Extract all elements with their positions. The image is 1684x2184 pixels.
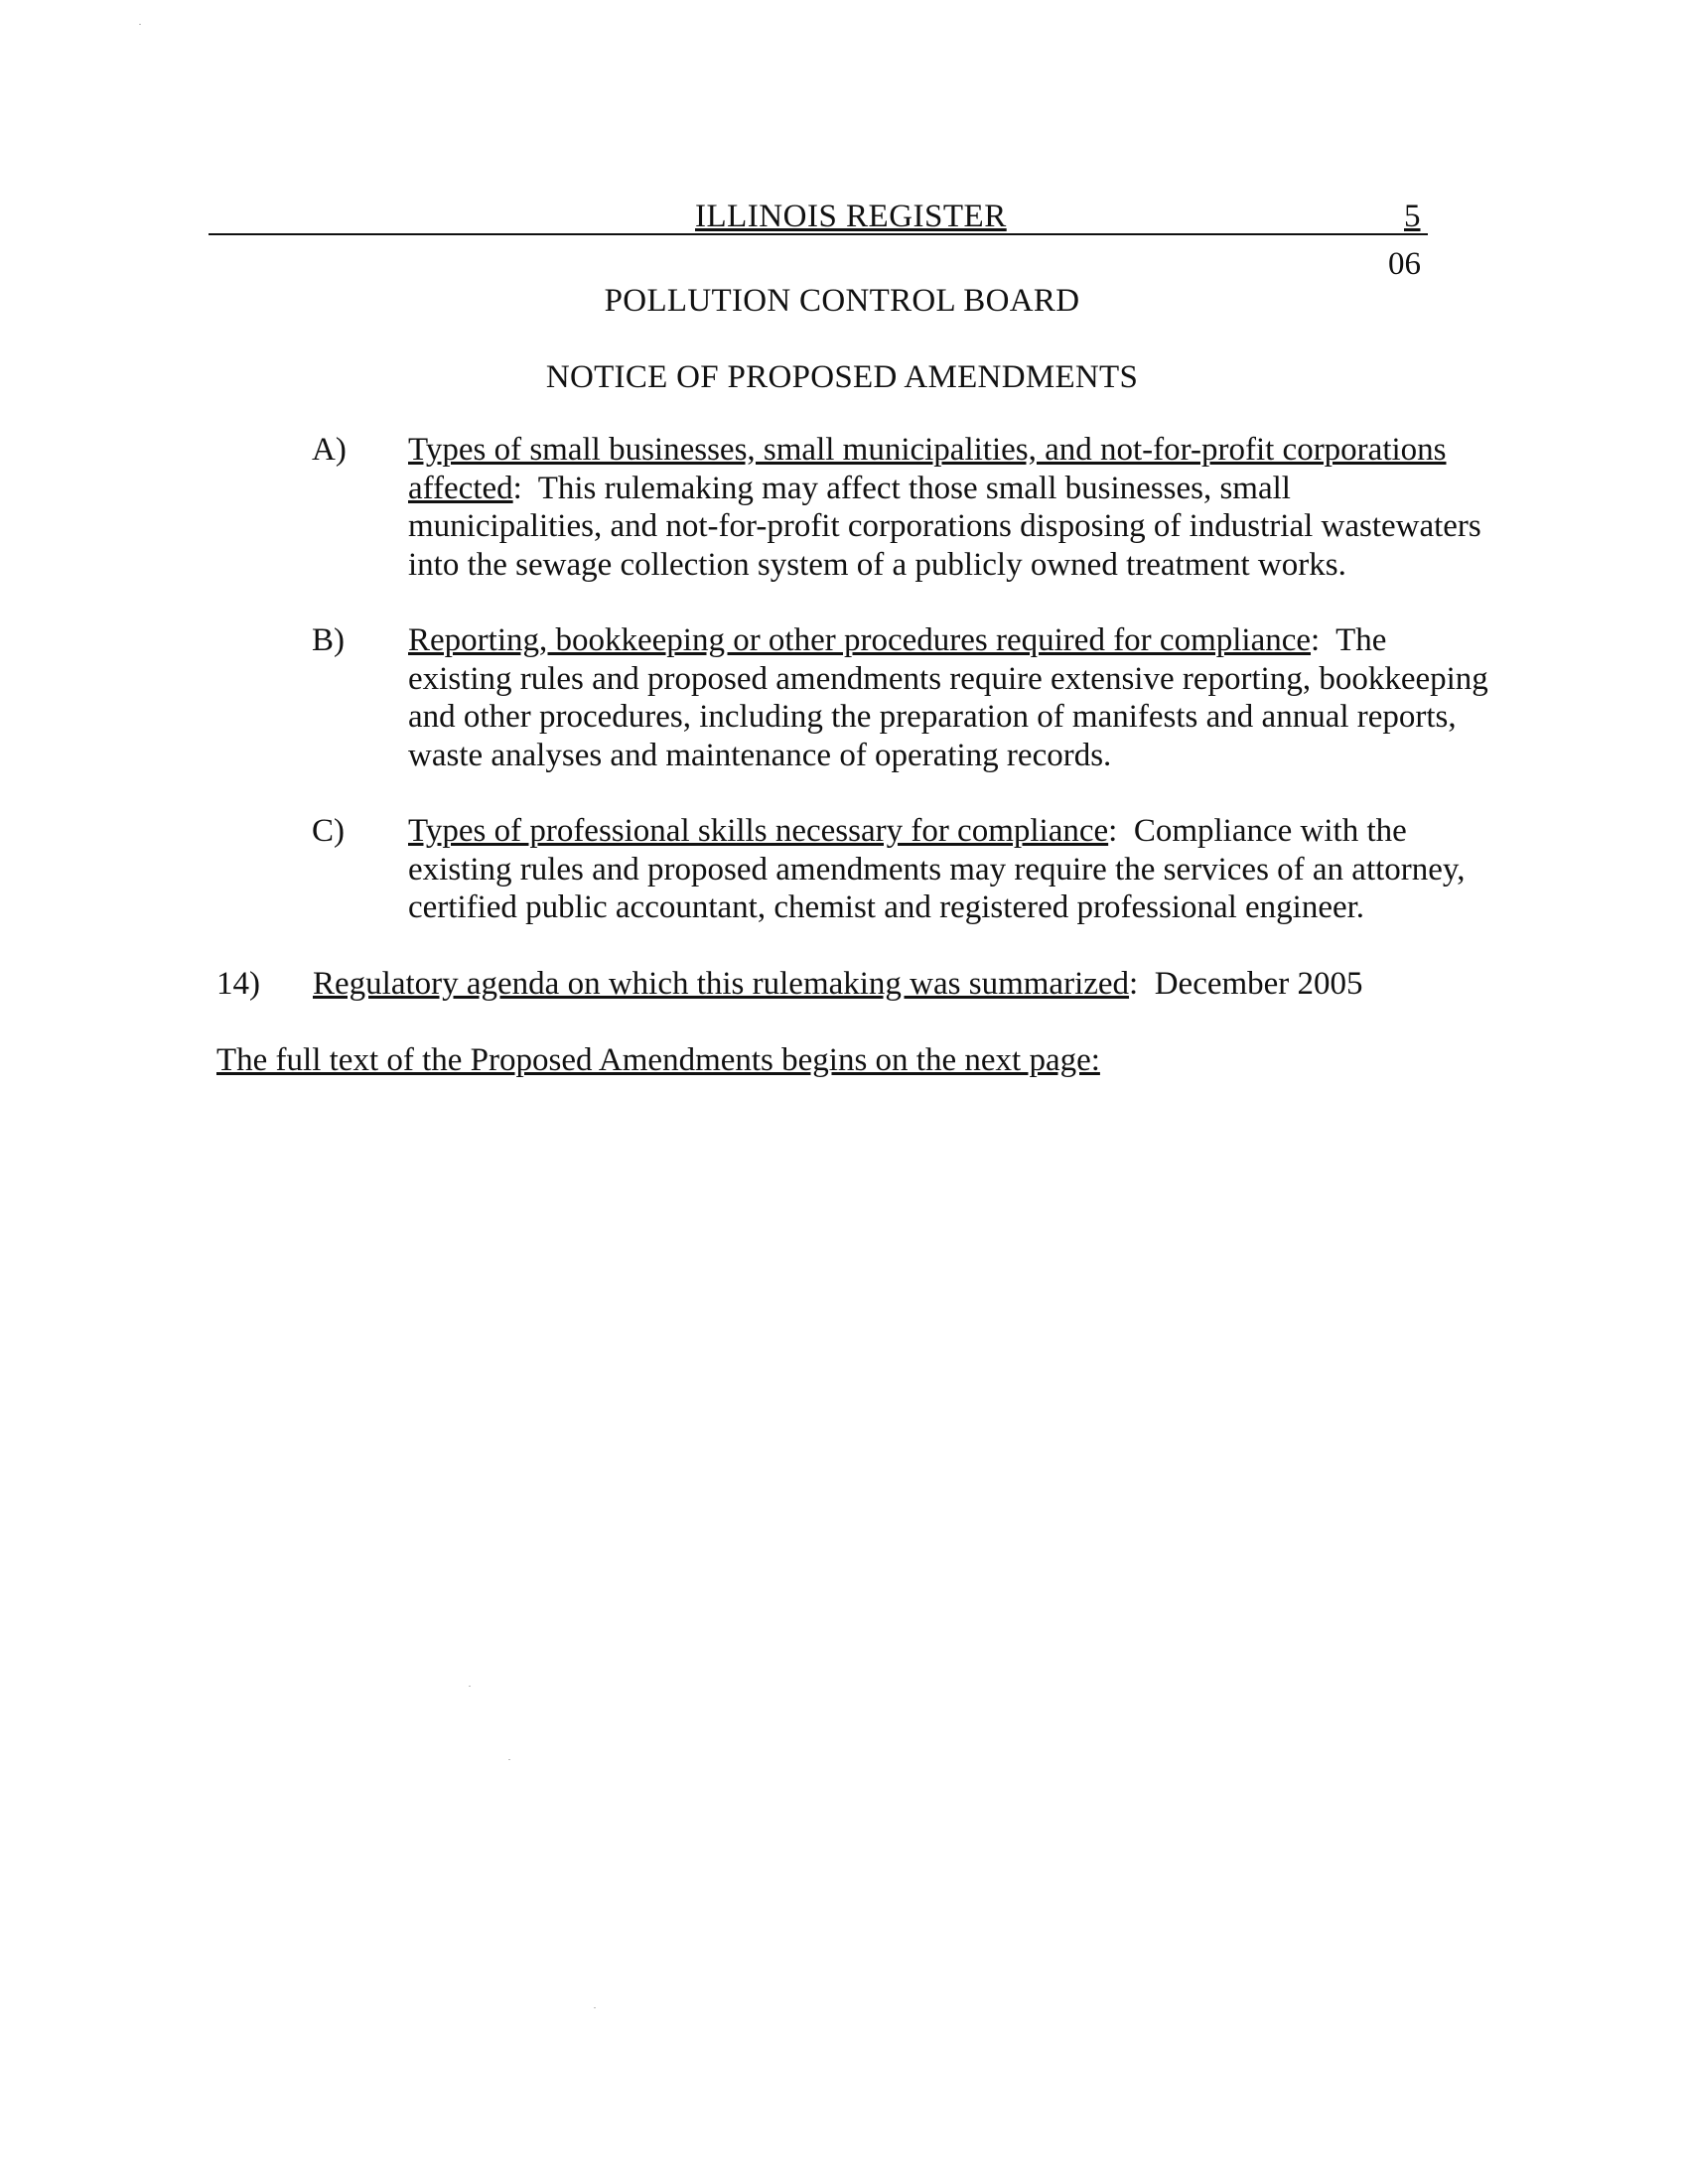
item-marker: A)	[312, 432, 347, 468]
item-line-3: and other procedures, including the preparation of manifests and annual reports,	[408, 699, 1457, 735]
item-heading: Reporting, bookkeeping or other procedures required for compliance	[408, 622, 1312, 658]
page-number: 5	[1404, 199, 1421, 234]
scan-speck	[508, 1759, 510, 1760]
issue-number: 06	[1388, 246, 1421, 282]
item-line-2: municipalities, and not-for-profit corporations disposing of industrial wastewaters	[408, 508, 1481, 544]
item-body	[408, 812, 1500, 927]
item-line-1: Types of professional skills necessary for compliance: Compliance with the	[408, 813, 1407, 849]
item-line-1: Reporting, bookkeeping or other procedures required for compliance: The	[408, 622, 1387, 658]
item-heading-line-1: Types of small businesses, small municipalities, and not-for-profit corporations	[408, 432, 1447, 468]
scan-speck	[594, 2007, 596, 2008]
item-line-3: certified public accountant, chemist and registered professional engineer.	[408, 889, 1365, 925]
item-body: Regulatory agenda on which this rulemaking was summarized: December 2005	[313, 966, 1363, 1002]
scan-speck	[139, 24, 141, 25]
item-value: December 2005	[1154, 966, 1363, 1002]
item-heading: Types of professional skills necessary for compliance	[408, 813, 1109, 849]
item-line-3: into the sewage collection system of a publicly owned treatment works.	[408, 546, 1346, 583]
item-body	[408, 431, 1500, 584]
closing-statement: The full text of the Proposed Amendments begins on the next page:	[216, 1042, 1100, 1078]
register-title: ILLINOIS REGISTER	[695, 199, 1007, 234]
item-body	[408, 621, 1500, 774]
item-marker: 14)	[216, 966, 260, 1002]
agency-name: POLLUTION CONTROL BOARD	[604, 283, 1080, 319]
item-line-2: existing rules and proposed amendments require extensive reporting, bookkeeping	[408, 660, 1488, 697]
notice-title: NOTICE OF PROPOSED AMENDMENTS	[545, 359, 1139, 395]
scan-speck	[469, 1686, 471, 1687]
item-line-1: affected: This rulemaking may affect those small businesses, small	[408, 470, 1291, 506]
item-marker: B)	[312, 622, 345, 658]
item-line-4: waste analyses and maintenance of operating records.	[408, 737, 1112, 773]
item-marker: C)	[312, 813, 345, 849]
item-heading: Regulatory agenda on which this rulemaking was summarized	[313, 966, 1130, 1002]
item-line-2: existing rules and proposed amendments may require the services of an attorney,	[408, 851, 1466, 887]
